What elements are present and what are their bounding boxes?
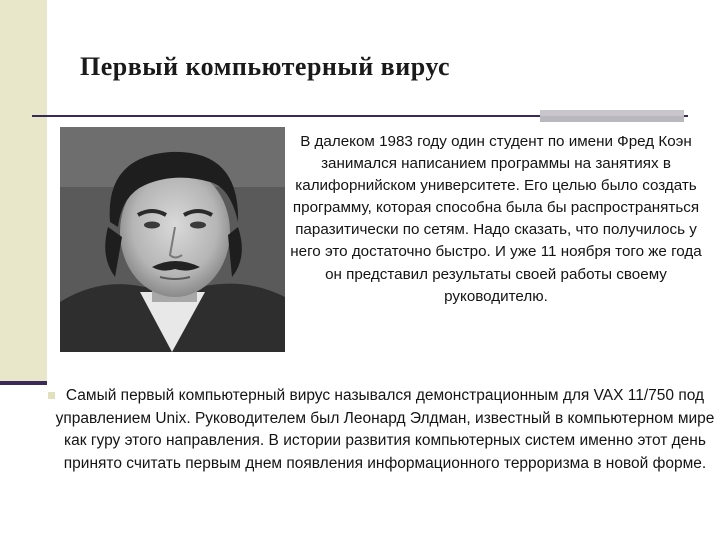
slide-title: Первый компьютерный вирус: [80, 52, 451, 81]
bottom-paragraph: Самый первый компьютерный вирус назывался демонстрационным для VAX 11/750 под управлением Unix. Руководителем был Леонард Элдман, известный в компьютерном мире как гуру этого направления. В истории развития компьютерных систем именно этот день принято считать первым днем появления информационного терроризма в новой форме.: [55, 387, 715, 472]
title-divider-accent-lower: [540, 116, 684, 122]
left-decor-line: [0, 381, 47, 385]
side-paragraph: В далеком 1983 году один студент по имени Фред Коэн занимался написанием программы на занятиях в калифорнийском университете. Его целью было создать программу, которая способна была бы распространяться паразитически по сетям. Надо сказать, что получилось у него это достаточно быстро. И уже 11 ноября того же года он представил результаты своей работы своему руководителю.: [290, 133, 702, 305]
left-decor-bar: [0, 0, 47, 382]
portrait-photo: [60, 127, 285, 352]
